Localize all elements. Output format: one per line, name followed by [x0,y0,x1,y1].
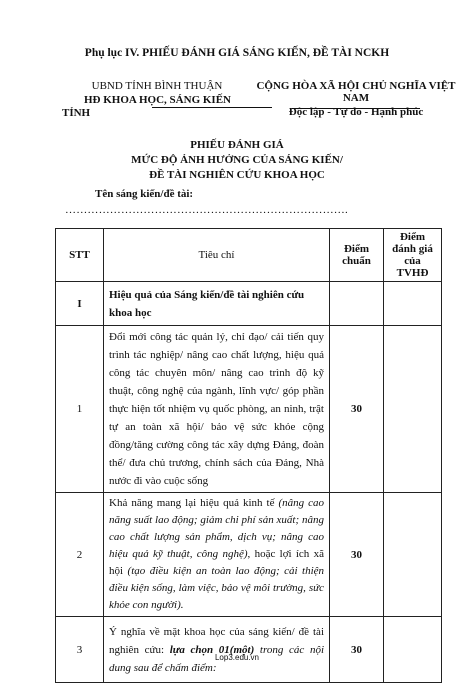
right-header-line1: CỘNG HÒA XÃ HỘI CHỦ NGHĨA VIỆT NAM [256,80,456,104]
footer-watermark: Lop3.edu.vn [214,653,260,662]
topic-name-blank: …………………………………………………………………. [65,204,348,216]
header-stt: STT [56,229,104,282]
row3-text [104,617,330,683]
row3-text-bold-italic: lựa chọn 01(một) [169,643,255,656]
form-title-line1: PHIẾU ĐÁNH GIÁ [190,139,284,151]
header-standard-score: Điểm chuẩn [330,229,384,282]
row2-text-italic2: (tạo điều kiện an toàn lao động; cải thiện điều kiện sống, làm việc, bảo vệ môi trường, sức khỏe con người). [109,565,325,611]
section-row [56,282,442,326]
table-row [56,617,442,683]
appendix-title: Phụ lục IV. PHIẾU ĐÁNH GIÁ SÁNG KIẾN, ĐỀ TÀI NCKH [84,47,390,59]
section-stt: I [56,282,104,326]
row3-stt: 3 [56,617,104,683]
left-header-line1: UBND TỈNH BÌNH THUẬN [91,80,223,92]
topic-name-label: Tên sáng kiến/đề tài: [95,188,194,200]
row3-text-italic: trong các nội dung sau để chấm điểm: [109,643,324,674]
row2-text-tail: , hoặc lợi ích xã hội [109,548,324,577]
row1-score: 30 [330,326,384,493]
left-header-line3: TỈNH [62,107,91,119]
left-header-line2: HĐ KHOA HỌC, SÁNG KIẾN [84,94,231,106]
row2-text-italic: (nâng cao năng suất lao động; giảm chi phí sản xuất; nâng cao chất lượng sản phẩm, dịch vụ; nâng cao hiệu quả kỹ thuật, công nghệ) [109,497,324,560]
form-title-line2: MỨC ĐỘ ẢNH HƯỞNG CỦA SÁNG KIẾN/ [131,154,343,166]
table-row [56,493,442,617]
row2-text [104,493,330,617]
row2-council-input[interactable] [384,493,442,617]
right-header-line2: Độc lập - Tự do - Hạnh phúc [288,106,424,118]
right-header-underline [292,108,420,109]
table-header-row [56,229,442,282]
right-header [246,80,466,118]
left-header [62,80,252,119]
row1-text: Đổi mới công tác quản lý, chỉ đạo/ cải tiến quy trình tác nghiệp/ nâng cao chất lượng, hiệu quả công tác chuyên môn/ nâng cao trình độ kỹ thuật, công nghệ của ngành, lĩnh vực/ góp phần thực hiện tốt nhiệm vụ quốc phòng, an ninh, trật tự an toàn xã hội/ bảo vệ sức khỏe cộng đồng/tăng cường công tác xây dựng Đảng, đoàn thể/ đưa chủ trương, chính sách của Đảng, Nhà nước đi vào cuộc sống [104,326,330,493]
row1-council-input[interactable] [384,326,442,493]
row2-stt: 2 [56,493,104,617]
table-row [56,326,442,493]
section-standard-cell [330,282,384,326]
row2-text-plain: Khả năng mang lại hiệu quả kinh tế [109,497,275,509]
row2-score: 30 [330,493,384,617]
row3-text-plain: Ý nghĩa về mặt khoa học của sáng kiến/ đề tài nghiên cứu: [109,625,324,656]
header-criteria: Tiêu chí [104,229,330,282]
criteria-table [55,228,442,683]
form-title-line3: ĐỀ TÀI NGHIÊN CỨU KHOA HỌC [149,169,325,181]
header-council-score: Điểm đánh giá của TVHĐ [384,229,442,282]
row1-stt: 1 [56,326,104,493]
section-council-cell [384,282,442,326]
row3-score: 30 [330,617,384,683]
row3-council-input[interactable] [384,617,442,683]
section-text: Hiệu quả của Sáng kiến/đề tài nghiên cứu khoa học [104,282,330,326]
